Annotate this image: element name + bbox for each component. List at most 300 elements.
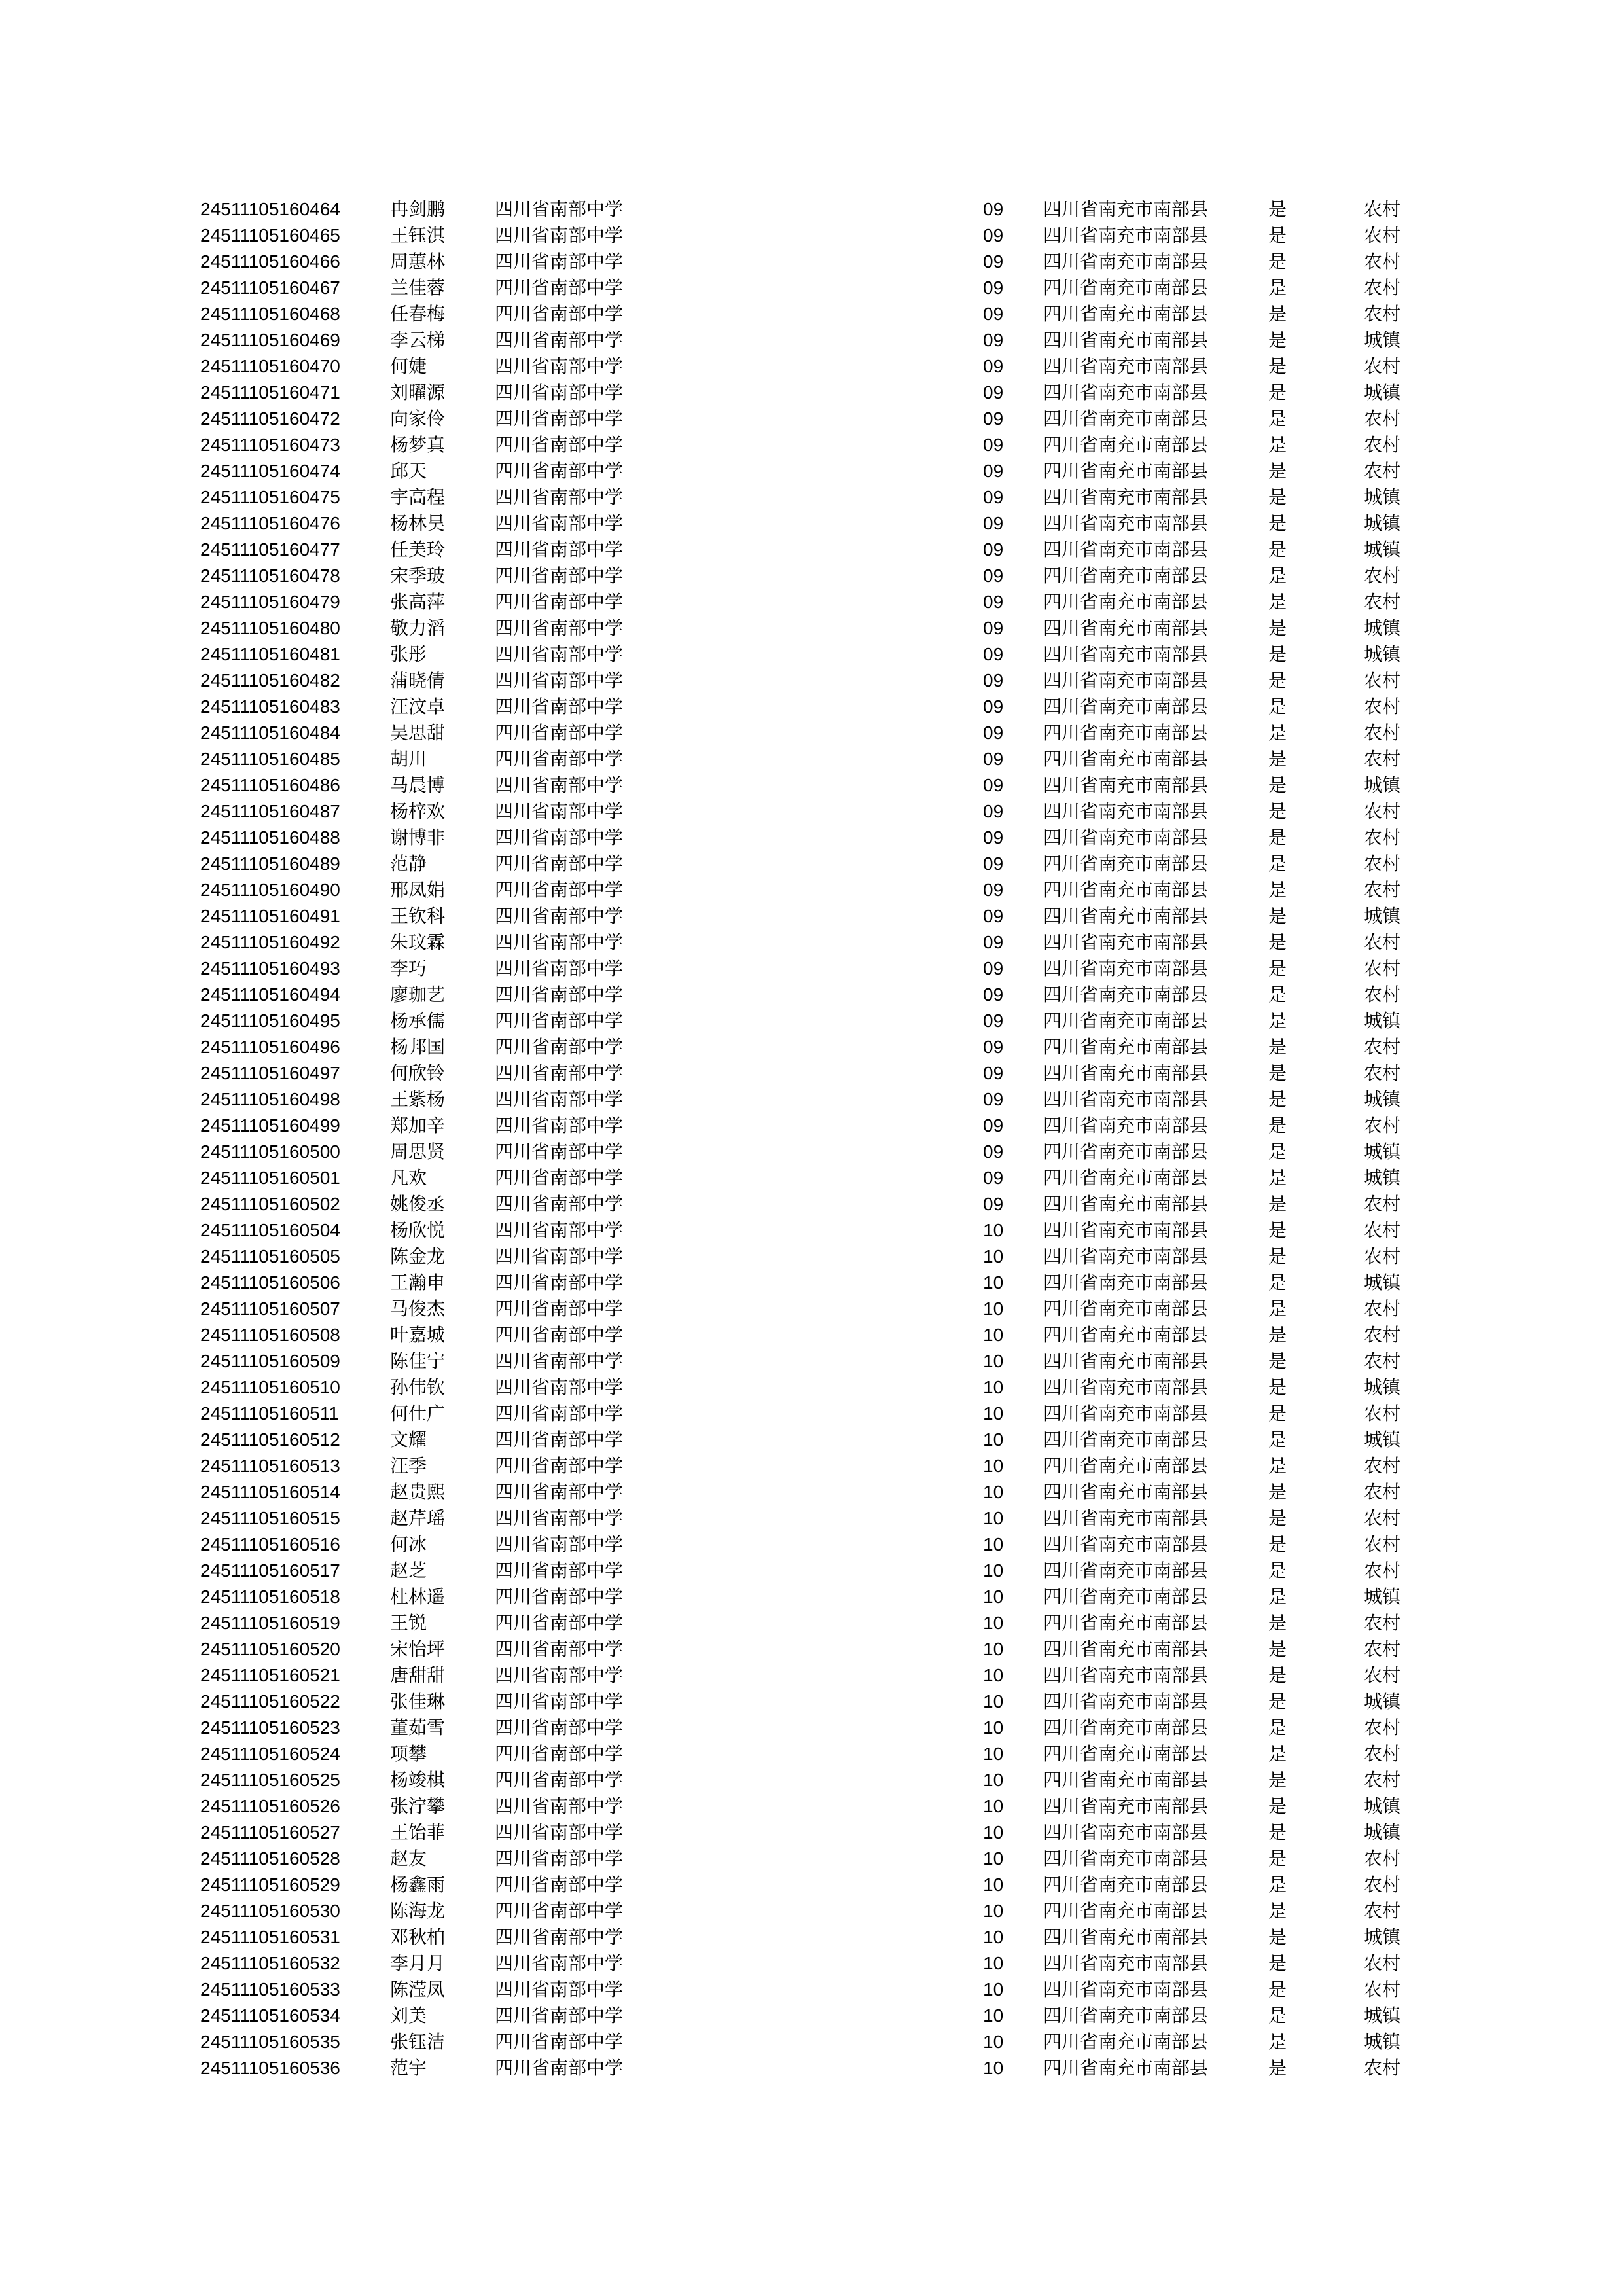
region: 四川省南充市南部县 <box>1043 486 1209 508</box>
school-name: 四川省南部中学 <box>495 827 624 848</box>
list-row <box>0 458 1623 484</box>
residence-type: 农村 <box>1364 1219 1401 1241</box>
region: 四川省南充市南部县 <box>1043 1717 1209 1738</box>
region: 四川省南充市南部县 <box>1043 1612 1209 1634</box>
school-name: 四川省南部中学 <box>495 1272 624 1293</box>
list-row <box>0 1558 1623 1584</box>
list-row <box>0 1427 1623 1453</box>
school-name: 四川省南部中学 <box>495 1795 624 1817</box>
student-name: 杨邦国 <box>390 1036 446 1058</box>
residence-type: 农村 <box>1364 1952 1401 1974</box>
school-name: 四川省南部中学 <box>495 1534 624 1555</box>
flag-value: 是 <box>1268 1769 1287 1791</box>
list-row <box>0 1034 1623 1060</box>
list-row <box>0 2003 1623 2029</box>
student-name: 赵友 <box>390 1848 427 1869</box>
school-name: 四川省南部中学 <box>495 539 624 560</box>
school-name: 四川省南部中学 <box>495 512 624 534</box>
region: 四川省南充市南部县 <box>1043 696 1209 717</box>
flag-value: 是 <box>1268 1691 1287 1712</box>
list-row <box>0 1086 1623 1113</box>
flag-value: 是 <box>1268 434 1287 456</box>
school-name: 四川省南部中学 <box>495 670 624 691</box>
flag-value: 是 <box>1268 1403 1287 1424</box>
residence-type: 农村 <box>1364 198 1401 220</box>
class-number: 09 <box>983 487 1004 507</box>
student-name: 宋怡坪 <box>390 1638 446 1660</box>
school-name: 四川省南部中学 <box>495 277 624 298</box>
region: 四川省南充市南部县 <box>1043 827 1209 848</box>
class-number: 09 <box>983 749 1004 769</box>
student-name: 邱天 <box>390 460 427 482</box>
student-id: 24511105160527 <box>200 1822 340 1842</box>
class-number: 10 <box>983 1587 1004 1607</box>
school-name: 四川省南部中学 <box>495 958 624 979</box>
list-row <box>0 275 1623 301</box>
region: 四川省南充市南部县 <box>1043 512 1209 534</box>
list-row <box>0 1977 1623 2003</box>
class-number: 10 <box>983 1299 1004 1319</box>
flag-value: 是 <box>1268 1272 1287 1293</box>
flag-value: 是 <box>1268 1795 1287 1817</box>
region: 四川省南充市南部县 <box>1043 748 1209 770</box>
residence-type: 农村 <box>1364 1324 1401 1346</box>
class-number: 09 <box>983 539 1004 560</box>
student-id: 24511105160497 <box>200 1063 340 1083</box>
student-id: 24511105160480 <box>200 618 340 638</box>
residence-type: 农村 <box>1364 853 1401 874</box>
flag-value: 是 <box>1268 486 1287 508</box>
region: 四川省南充市南部县 <box>1043 1952 1209 1974</box>
class-number: 10 <box>983 1560 1004 1581</box>
list-row <box>0 1270 1623 1296</box>
class-number: 10 <box>983 1325 1004 1345</box>
student-id: 24511105160472 <box>200 408 340 429</box>
school-name: 四川省南部中学 <box>495 1848 624 1869</box>
student-name: 陈海龙 <box>390 1900 446 1922</box>
student-id: 24511105160514 <box>200 1482 340 1502</box>
school-name: 四川省南部中学 <box>495 2005 624 2026</box>
class-number: 10 <box>983 1848 1004 1869</box>
flag-value: 是 <box>1268 1088 1287 1110</box>
region: 四川省南充市南部县 <box>1043 539 1209 560</box>
class-number: 10 <box>983 1272 1004 1293</box>
residence-type: 城镇 <box>1364 2031 1401 2053</box>
class-number: 10 <box>983 1717 1004 1738</box>
flag-value: 是 <box>1268 1743 1287 1765</box>
student-id: 24511105160530 <box>200 1901 340 1921</box>
student-name: 赵贵熙 <box>390 1481 446 1503</box>
region: 四川省南充市南部县 <box>1043 1638 1209 1660</box>
region: 四川省南充市南部县 <box>1043 1088 1209 1110</box>
flag-value: 是 <box>1268 643 1287 665</box>
region: 四川省南充市南部县 <box>1043 329 1209 351</box>
school-name: 四川省南部中学 <box>495 1350 624 1372</box>
flag-value: 是 <box>1268 827 1287 848</box>
student-id: 24511105160481 <box>200 644 340 664</box>
student-name: 杨梦真 <box>390 434 446 456</box>
region: 四川省南充市南部县 <box>1043 1926 1209 1948</box>
school-name: 四川省南部中学 <box>495 1952 624 1974</box>
residence-type: 城镇 <box>1364 1376 1401 1398</box>
residence-type: 农村 <box>1364 1036 1401 1058</box>
student-id: 24511105160469 <box>200 330 340 350</box>
student-name: 马俊杰 <box>390 1298 446 1319</box>
residence-type: 城镇 <box>1364 329 1401 351</box>
flag-value: 是 <box>1268 853 1287 874</box>
list-row <box>0 825 1623 851</box>
student-id: 24511105160474 <box>200 461 340 481</box>
student-id: 24511105160531 <box>200 1927 340 1947</box>
student-name: 王紫杨 <box>390 1088 446 1110</box>
list-row <box>0 1767 1623 1793</box>
class-number: 10 <box>983 1456 1004 1476</box>
school-name: 四川省南部中学 <box>495 1717 624 1738</box>
student-name: 汪季 <box>390 1455 427 1477</box>
student-name: 孙伟钦 <box>390 1376 446 1398</box>
region: 四川省南充市南部县 <box>1043 408 1209 429</box>
flag-value: 是 <box>1268 670 1287 691</box>
flag-value: 是 <box>1268 1481 1287 1503</box>
residence-type: 农村 <box>1364 931 1401 953</box>
region: 四川省南充市南部县 <box>1043 198 1209 220</box>
class-number: 09 <box>983 1115 1004 1136</box>
region: 四川省南充市南部县 <box>1043 355 1209 377</box>
residence-type: 城镇 <box>1364 512 1401 534</box>
student-id: 24511105160486 <box>200 775 340 795</box>
flag-value: 是 <box>1268 800 1287 822</box>
school-name: 四川省南部中学 <box>495 1743 624 1765</box>
flag-value: 是 <box>1268 539 1287 560</box>
list-row <box>0 1689 1623 1715</box>
flag-value: 是 <box>1268 1246 1287 1267</box>
flag-value: 是 <box>1268 1900 1287 1922</box>
student-name: 张钰洁 <box>390 2031 446 2053</box>
flag-value: 是 <box>1268 984 1287 1005</box>
residence-type: 农村 <box>1364 224 1401 246</box>
residence-type: 农村 <box>1364 670 1401 691</box>
region: 四川省南充市南部县 <box>1043 1010 1209 1031</box>
class-number: 09 <box>983 827 1004 848</box>
list-row <box>0 2029 1623 2055</box>
residence-type: 农村 <box>1364 958 1401 979</box>
student-id: 24511105160525 <box>200 1770 340 1790</box>
student-list <box>0 196 1623 2081</box>
residence-type: 城镇 <box>1364 1691 1401 1712</box>
region: 四川省南充市南部县 <box>1043 1848 1209 1869</box>
list-row <box>0 956 1623 982</box>
list-row <box>0 851 1623 877</box>
list-row <box>0 589 1623 615</box>
region: 四川省南充市南部县 <box>1043 1141 1209 1162</box>
student-name: 唐甜甜 <box>390 1664 446 1686</box>
flag-value: 是 <box>1268 722 1287 744</box>
flag-value: 是 <box>1268 958 1287 979</box>
class-number: 10 <box>983 1953 1004 1973</box>
student-id: 24511105160465 <box>200 225 340 245</box>
flag-value: 是 <box>1268 1115 1287 1136</box>
school-name: 四川省南部中学 <box>495 1376 624 1398</box>
school-name: 四川省南部中学 <box>495 2057 624 2079</box>
residence-type: 农村 <box>1364 1298 1401 1319</box>
region: 四川省南充市南部县 <box>1043 1429 1209 1450</box>
student-name: 文耀 <box>390 1429 427 1450</box>
class-number: 10 <box>983 1508 1004 1528</box>
student-id: 24511105160512 <box>200 1429 340 1450</box>
list-row <box>0 1322 1623 1348</box>
student-id: 24511105160466 <box>200 251 340 272</box>
school-name: 四川省南部中学 <box>495 1560 624 1581</box>
residence-type: 城镇 <box>1364 1141 1401 1162</box>
flag-value: 是 <box>1268 1350 1287 1372</box>
student-name: 张彤 <box>390 643 427 665</box>
student-name: 王锐 <box>390 1612 427 1634</box>
class-number: 09 <box>983 723 1004 743</box>
residence-type: 农村 <box>1364 434 1401 456</box>
region: 四川省南充市南部县 <box>1043 1455 1209 1477</box>
student-id: 24511105160517 <box>200 1560 340 1581</box>
class-number: 09 <box>983 304 1004 324</box>
region: 四川省南充市南部县 <box>1043 722 1209 744</box>
flag-value: 是 <box>1268 617 1287 639</box>
region: 四川省南充市南部县 <box>1043 1560 1209 1581</box>
residence-type: 农村 <box>1364 1664 1401 1686</box>
residence-type: 农村 <box>1364 1979 1401 2000</box>
student-name: 何冰 <box>390 1534 427 1555</box>
class-number: 10 <box>983 1770 1004 1790</box>
flag-value: 是 <box>1268 303 1287 325</box>
list-row <box>0 798 1623 825</box>
student-name: 李月月 <box>390 1952 446 1974</box>
class-number: 09 <box>983 1194 1004 1214</box>
class-number: 09 <box>983 775 1004 795</box>
flag-value: 是 <box>1268 1926 1287 1948</box>
flag-value: 是 <box>1268 1560 1287 1581</box>
list-row <box>0 249 1623 275</box>
residence-type: 农村 <box>1364 748 1401 770</box>
list-row <box>0 1453 1623 1479</box>
list-row <box>0 720 1623 746</box>
residence-type: 农村 <box>1364 460 1401 482</box>
region: 四川省南充市南部县 <box>1043 1795 1209 1817</box>
list-row <box>0 1924 1623 1950</box>
student-id: 24511105160520 <box>200 1639 340 1659</box>
flag-value: 是 <box>1268 1979 1287 2000</box>
school-name: 四川省南部中学 <box>495 696 624 717</box>
class-number: 09 <box>983 278 1004 298</box>
list-row <box>0 537 1623 563</box>
school-name: 四川省南部中学 <box>495 382 624 403</box>
class-number: 10 <box>983 1429 1004 1450</box>
school-name: 四川省南部中学 <box>495 1167 624 1189</box>
class-number: 10 <box>983 1482 1004 1502</box>
region: 四川省南充市南部县 <box>1043 853 1209 874</box>
flag-value: 是 <box>1268 879 1287 901</box>
school-name: 四川省南部中学 <box>495 1455 624 1477</box>
student-name: 周蕙林 <box>390 251 446 272</box>
list-row <box>0 1636 1623 1662</box>
flag-value: 是 <box>1268 1167 1287 1189</box>
residence-type: 城镇 <box>1364 1586 1401 1607</box>
student-name: 敬力滔 <box>390 617 446 639</box>
class-number: 10 <box>983 1639 1004 1659</box>
school-name: 四川省南部中学 <box>495 355 624 377</box>
flag-value: 是 <box>1268 1010 1287 1031</box>
list-row <box>0 1139 1623 1165</box>
residence-type: 农村 <box>1364 251 1401 272</box>
school-name: 四川省南部中学 <box>495 1246 624 1267</box>
school-name: 四川省南部中学 <box>495 1088 624 1110</box>
flag-value: 是 <box>1268 1298 1287 1319</box>
list-row <box>0 1898 1623 1924</box>
class-number: 10 <box>983 1351 1004 1371</box>
student-name: 范宇 <box>390 2057 427 2079</box>
flag-value: 是 <box>1268 1848 1287 1869</box>
region: 四川省南充市南部县 <box>1043 1246 1209 1267</box>
student-name: 陈佳宁 <box>390 1350 446 1372</box>
student-name: 赵芝 <box>390 1560 427 1581</box>
class-number: 10 <box>983 1691 1004 1712</box>
school-name: 四川省南部中学 <box>495 853 624 874</box>
student-id: 24511105160535 <box>200 2032 340 2052</box>
region: 四川省南充市南部县 <box>1043 1403 1209 1424</box>
student-id: 24511105160533 <box>200 1979 340 2000</box>
class-number: 09 <box>983 880 1004 900</box>
student-id: 24511105160511 <box>200 1403 339 1424</box>
list-row <box>0 1610 1623 1636</box>
school-name: 四川省南部中学 <box>495 1979 624 2000</box>
class-number: 09 <box>983 958 1004 978</box>
residence-type: 农村 <box>1364 1062 1401 1084</box>
list-row <box>0 877 1623 903</box>
student-name: 向家伶 <box>390 408 446 429</box>
class-number: 09 <box>983 330 1004 350</box>
flag-value: 是 <box>1268 1141 1287 1162</box>
class-number: 09 <box>983 1168 1004 1188</box>
residence-type: 农村 <box>1364 591 1401 613</box>
flag-value: 是 <box>1268 1664 1287 1686</box>
list-row <box>0 668 1623 694</box>
region: 四川省南充市南部县 <box>1043 1874 1209 1895</box>
student-id: 24511105160506 <box>200 1272 340 1293</box>
region: 四川省南充市南部县 <box>1043 1167 1209 1189</box>
student-id: 24511105160485 <box>200 749 340 769</box>
student-id: 24511105160519 <box>200 1613 340 1633</box>
region: 四川省南充市南部县 <box>1043 1900 1209 1922</box>
school-name: 四川省南部中学 <box>495 1821 624 1843</box>
flag-value: 是 <box>1268 1612 1287 1634</box>
class-number: 10 <box>983 1744 1004 1764</box>
list-row <box>0 903 1623 929</box>
region: 四川省南充市南部县 <box>1043 931 1209 953</box>
school-name: 四川省南部中学 <box>495 774 624 796</box>
list-row <box>0 1584 1623 1610</box>
school-name: 四川省南部中学 <box>495 1193 624 1215</box>
region: 四川省南充市南部县 <box>1043 1272 1209 1293</box>
student-id: 24511105160500 <box>200 1141 340 1162</box>
flag-value: 是 <box>1268 748 1287 770</box>
class-number: 09 <box>983 435 1004 455</box>
student-id: 24511105160477 <box>200 539 340 560</box>
student-name: 王瀚申 <box>390 1272 446 1293</box>
class-number: 10 <box>983 1377 1004 1397</box>
student-id: 24511105160484 <box>200 723 340 743</box>
student-name: 张佳琳 <box>390 1691 446 1712</box>
student-id: 24511105160515 <box>200 1508 340 1528</box>
flag-value: 是 <box>1268 1717 1287 1738</box>
residence-type: 城镇 <box>1364 774 1401 796</box>
residence-type: 城镇 <box>1364 2005 1401 2026</box>
region: 四川省南充市南部县 <box>1043 670 1209 691</box>
residence-type: 城镇 <box>1364 1010 1401 1031</box>
region: 四川省南充市南部县 <box>1043 1219 1209 1241</box>
school-name: 四川省南部中学 <box>495 1586 624 1607</box>
list-row <box>0 1950 1623 1977</box>
residence-type: 城镇 <box>1364 382 1401 403</box>
region: 四川省南充市南部县 <box>1043 1062 1209 1084</box>
student-id: 24511105160499 <box>200 1115 340 1136</box>
student-id: 24511105160478 <box>200 565 340 586</box>
list-row <box>0 563 1623 589</box>
class-number: 10 <box>983 2032 1004 2052</box>
class-number: 10 <box>983 1822 1004 1842</box>
list-row <box>0 511 1623 537</box>
flag-value: 是 <box>1268 1376 1287 1398</box>
class-number: 09 <box>983 1063 1004 1083</box>
region: 四川省南充市南部县 <box>1043 303 1209 325</box>
student-id: 24511105160471 <box>200 382 340 403</box>
region: 四川省南充市南部县 <box>1043 1298 1209 1319</box>
student-id: 24511105160510 <box>200 1377 340 1397</box>
school-name: 四川省南部中学 <box>495 800 624 822</box>
list-row <box>0 2055 1623 2081</box>
list-row <box>0 1113 1623 1139</box>
flag-value: 是 <box>1268 512 1287 534</box>
list-row <box>0 694 1623 720</box>
region: 四川省南充市南部县 <box>1043 800 1209 822</box>
student-name: 王钰淇 <box>390 224 446 246</box>
student-name: 张高萍 <box>390 591 446 613</box>
residence-type: 城镇 <box>1364 1272 1401 1293</box>
student-name: 杨承儒 <box>390 1010 446 1031</box>
flag-value: 是 <box>1268 931 1287 953</box>
flag-value: 是 <box>1268 1952 1287 1974</box>
student-name: 任春梅 <box>390 303 446 325</box>
region: 四川省南充市南部县 <box>1043 224 1209 246</box>
residence-type: 农村 <box>1364 355 1401 377</box>
region: 四川省南充市南部县 <box>1043 1324 1209 1346</box>
class-number: 09 <box>983 1089 1004 1109</box>
residence-type: 农村 <box>1364 696 1401 717</box>
class-number: 09 <box>983 225 1004 245</box>
flag-value: 是 <box>1268 1874 1287 1895</box>
class-number: 09 <box>983 199 1004 219</box>
list-row <box>0 1165 1623 1191</box>
school-name: 四川省南部中学 <box>495 1507 624 1529</box>
flag-value: 是 <box>1268 591 1287 613</box>
list-row <box>0 1244 1623 1270</box>
student-id: 24511105160526 <box>200 1796 340 1816</box>
student-id: 24511105160504 <box>200 1220 340 1240</box>
residence-type: 农村 <box>1364 1638 1401 1660</box>
region: 四川省南充市南部县 <box>1043 2005 1209 2026</box>
student-name: 冉剑鹏 <box>390 198 446 220</box>
student-name: 宋季玻 <box>390 565 446 586</box>
list-row <box>0 1741 1623 1767</box>
school-name: 四川省南部中学 <box>495 198 624 220</box>
residence-type: 农村 <box>1364 1874 1401 1895</box>
list-row <box>0 1217 1623 1244</box>
